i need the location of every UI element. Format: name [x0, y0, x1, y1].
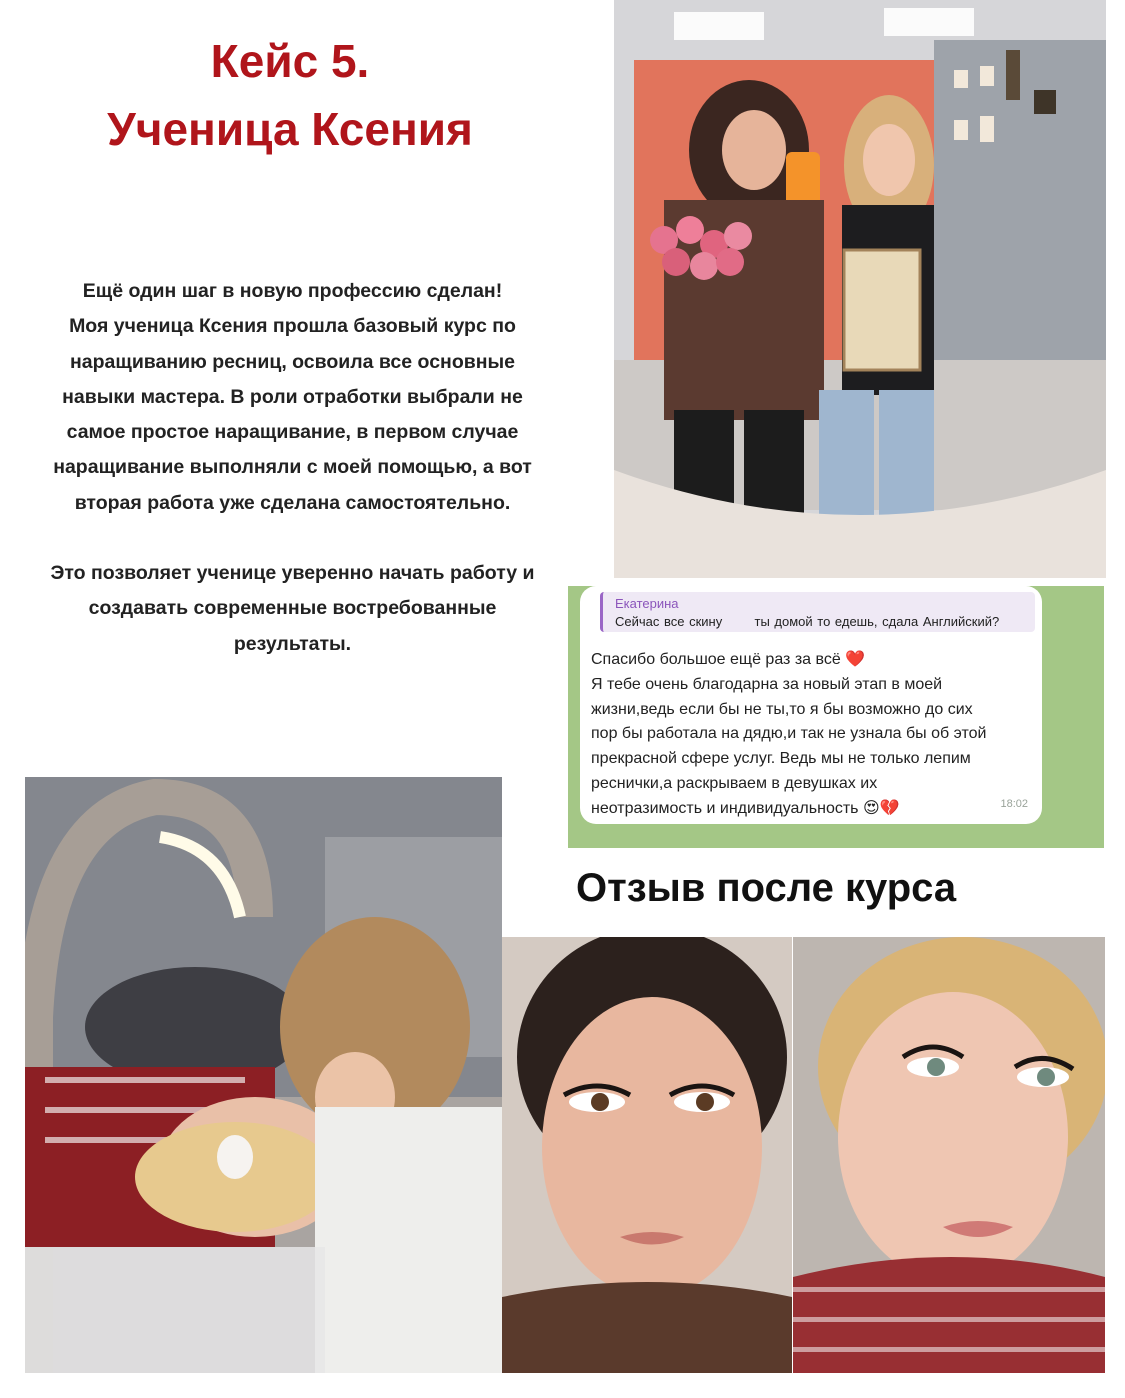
- message-line: пор бы работала на дядю,и так не узнала бы об этой: [591, 725, 987, 743]
- result-portrait-2: [793, 937, 1105, 1373]
- reply-quote: [600, 592, 1035, 632]
- paragraph-line: Ещё один шаг в новую профессию сделан!: [82, 280, 503, 302]
- reply-author: Екатерина: [615, 596, 679, 611]
- lash-procedure-illustration: [25, 777, 502, 1373]
- paragraph-line: самое простое наращивание, в первом случае: [66, 421, 519, 444]
- paragraph-line: Это позволяет ученице уверенно начать работу и: [50, 562, 535, 584]
- mirror-selfie-illustration: [614, 0, 1106, 578]
- student-name-title: Ученица Ксения: [107, 103, 473, 155]
- lash-procedure-photo: [25, 777, 502, 1373]
- message-line: реснички,а раскрываем в девушках их: [591, 774, 878, 792]
- case-title: Кейс 5.: [210, 35, 370, 87]
- result-photo-2: [793, 937, 1105, 1373]
- intro-paragraph: [15, 274, 570, 521]
- mirror-selfie-photo: [614, 0, 1106, 578]
- message-text: [591, 648, 1041, 822]
- reply-text: Сейчас все скину ты домой то едешь, сдала Английский?: [615, 614, 1000, 629]
- paragraph-line: наращиванию ресниц, освоила все основные: [69, 350, 515, 373]
- message-line: прекрасной сфере услуг. Ведь мы не только лепим: [591, 750, 971, 768]
- paragraph-line: навыки мастера. В роли отработки выбрали не: [62, 385, 523, 408]
- message-time: 18:02: [1000, 798, 1028, 810]
- result-photo-1: [502, 937, 792, 1373]
- message-bubble: [580, 586, 1042, 824]
- message-line: Я тебе очень благодарна за новый этап в моей: [591, 675, 943, 693]
- paragraph-line: создавать современные востребованные: [88, 597, 497, 620]
- result-portrait-1: [502, 937, 792, 1373]
- paragraph-line: вторая работа уже сделана самостоятельно.: [74, 491, 511, 514]
- paragraph-line: Моя ученица Ксения прошла базовый курс по: [69, 315, 516, 338]
- message-line: неотразимость и индивидуальность 😍💔: [591, 799, 900, 817]
- message-line: жизни,ведь если бы не ты,то я бы возможно до сих: [591, 700, 973, 718]
- review-heading: Отзыв после курса: [576, 866, 957, 910]
- paragraph-line: результаты.: [233, 632, 352, 655]
- chat-screenshot: [568, 586, 1104, 848]
- paragraph-line: наращивание выполняли с моей помощью, а вот: [53, 456, 532, 479]
- conclusion-paragraph: [15, 556, 570, 662]
- message-line: Спасибо большое ещё раз за всё ❤️: [591, 651, 866, 668]
